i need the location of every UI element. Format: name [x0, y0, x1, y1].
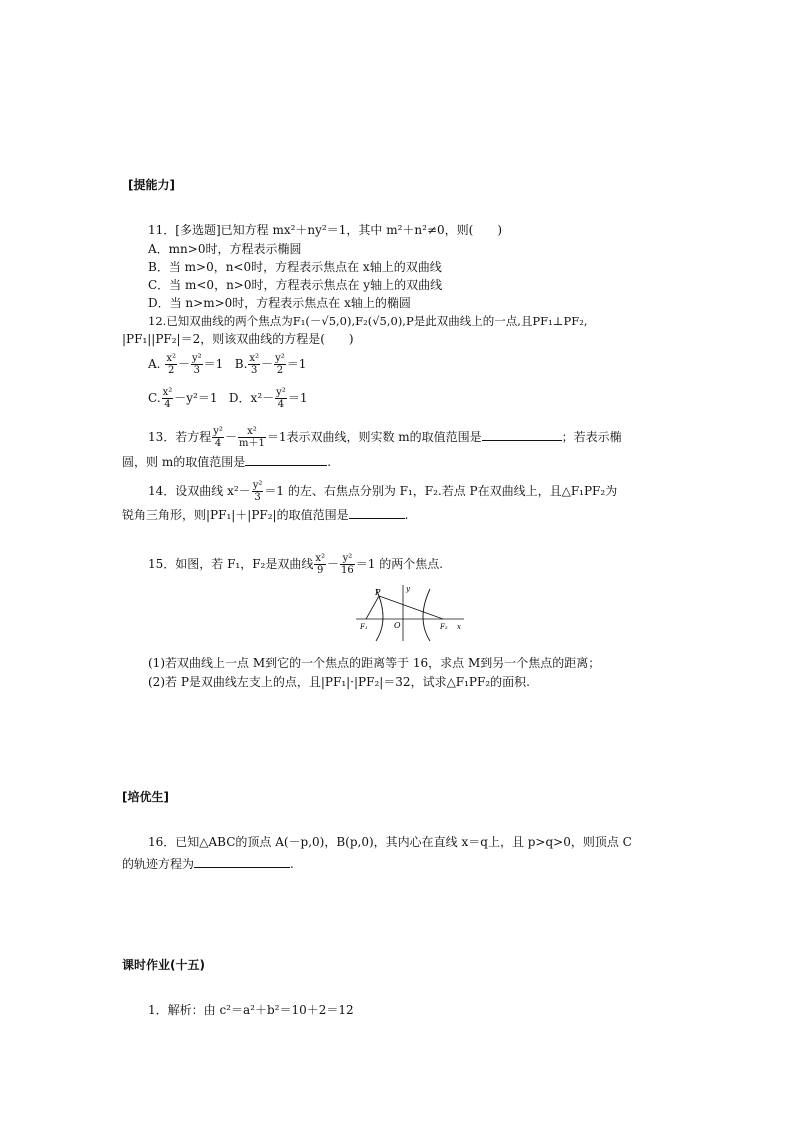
segment-pf2 [379, 596, 443, 619]
numerator: y² [276, 387, 286, 398]
q11-condition: m²＋n²≠0 [386, 223, 445, 237]
q16-line2 [122, 855, 294, 873]
numerator: x² [238, 426, 266, 438]
answer-blank[interactable] [194, 855, 290, 868]
q14-line2 [122, 506, 408, 524]
q13-b: ＝1表示双曲线，则实数 m的取值范围是 [266, 430, 482, 444]
q12-options-ab [148, 351, 306, 377]
q13-d: 圆，则 m的取值范围是 [122, 455, 246, 469]
denominator: 4 [164, 399, 171, 410]
q15-part1: (1)若双曲线上一点 M到它的一个焦点的距离等于 16，求点 M到另一个焦点的距离； [148, 656, 601, 670]
minus-sign: － [327, 557, 340, 571]
q14-stem [148, 478, 617, 504]
denominator: 3 [251, 365, 258, 376]
answer-blank[interactable] [245, 453, 327, 466]
q11-option-d: D．当 n>m>0时，方程表示焦点在 x轴上的椭圆 [148, 296, 411, 310]
numerator: x² [315, 553, 326, 564]
q13-stem [148, 424, 622, 450]
denominator: 3 [254, 492, 261, 503]
q14-c: 锐角三角形，则|PF₁|＋|PF₂|的取值范围是 [122, 508, 349, 522]
q14-x2: x²－ [227, 484, 251, 498]
section-heading-tineng: [提能力] [128, 178, 175, 192]
q11-stem-b: ，其中 [346, 223, 383, 237]
denominator: 4 [277, 399, 285, 410]
q12-option-d-label: D． [228, 391, 251, 405]
equals-one: ＝1 [203, 357, 224, 371]
denominator: 9 [317, 565, 324, 576]
answer-blank[interactable] [482, 428, 562, 441]
numerator: y² [213, 426, 223, 437]
minus-sign: － [261, 357, 274, 371]
hyperbola-figure [352, 583, 467, 643]
denominator: 3 [193, 365, 200, 376]
q13-a: 13．若方程 [148, 430, 212, 444]
answer-1: 1．解析：由 c²＝a²＋b²＝10＋2＝12 [148, 1003, 354, 1017]
q12-option-c-label: C. [148, 391, 161, 405]
q15-frac2 [340, 553, 355, 576]
q15-stem [148, 551, 443, 577]
q11-option-a: A．mn>0时，方程表示椭圆 [148, 242, 302, 256]
numerator: y² [191, 353, 202, 364]
q16-line2b: . [290, 857, 294, 871]
label-y: y [406, 585, 410, 593]
q11-equation: mx²＋ny²＝1 [272, 223, 347, 237]
q13-line2 [122, 453, 331, 471]
q12-d-lead: x²－ [250, 391, 275, 405]
denominator: 2 [167, 365, 175, 376]
q12-stem: 12.已知双曲线的两个焦点为F₁(－√5,0),F₂(√5,0),P是此双曲线上的一点,且PF₁⊥PF₂, [148, 314, 588, 328]
label-f1: F₁ [360, 623, 368, 631]
numerator: y² [340, 553, 355, 565]
q12-a-frac1 [165, 353, 177, 376]
denominator: 2 [276, 365, 284, 376]
denominator: 16 [341, 565, 354, 576]
denominator: m＋1 [238, 438, 265, 449]
label-x: x [457, 623, 461, 631]
q12-options-cd [148, 385, 307, 411]
q14-a: 14．设双曲线 [148, 484, 224, 498]
q12-a-frac2 [191, 353, 203, 376]
q13-e: . [327, 455, 332, 469]
q16-line2a: 的轨迹方程为 [122, 857, 195, 871]
equals-one: ＝1 [287, 391, 308, 405]
q12-condition: |PF₁||PF₂|＝2，则该双曲线的方程是( ) [122, 332, 354, 346]
numerator: x² [166, 353, 176, 364]
numerator: y² [252, 480, 263, 491]
label-o: O [394, 621, 401, 630]
q15-a: 15．如图，若 F₁，F₂是双曲线 [148, 557, 314, 571]
q16-line1: 16．已知△ABC的顶点 A(－p,0)，B(p,0)，其内心在直线 x＝q上，且 p>q>0，则顶点 C [148, 835, 632, 849]
q13-c: ；若表示椭 [561, 430, 622, 444]
homework-heading: 课时作业(十五) [122, 958, 205, 972]
q14-frac [252, 480, 264, 503]
q12-b-frac2 [274, 353, 286, 376]
q12-b-frac1 [248, 353, 260, 376]
q15-frac1 [314, 553, 326, 576]
q14-d: . [404, 508, 409, 522]
numerator: x² [162, 387, 173, 398]
right-branch [423, 589, 430, 641]
q12-c-rest: －y²＝1 [174, 391, 218, 405]
segment-pf1 [366, 596, 379, 619]
q12-d-frac [275, 387, 287, 410]
q13-frac1 [212, 426, 224, 449]
q14-b: ＝1 的左、右焦点分别为 F₁，F₂.若点 P在双曲线上，且△F₁PF₂为 [264, 484, 618, 498]
numerator: y² [275, 353, 285, 364]
q12-c-frac [162, 387, 174, 410]
q11-option-b: B．当 m>0，n<0时，方程表示焦点在 x轴上的双曲线 [148, 260, 442, 274]
label-f2: F₂ [440, 623, 448, 631]
q11-option-c: C．当 m<0，n>0时，方程表示焦点在 y轴上的双曲线 [148, 278, 443, 292]
numerator: x² [249, 353, 260, 364]
q11-stem-a: 11．[多选题]已知方程 [148, 223, 269, 237]
answer-blank[interactable] [349, 506, 405, 519]
minus-sign: － [177, 357, 190, 371]
q13-frac2 [238, 426, 266, 449]
q15-b: ＝1 的两个焦点. [355, 557, 444, 571]
minus-sign: － [224, 430, 237, 444]
section-heading-peiyou: [培优生] [122, 790, 169, 804]
equals-one: ＝1 [286, 357, 307, 371]
q15-part2: (2)若 P是双曲线左支上的点，且|PF₁|·|PF₂|＝32，试求△F₁PF₂的面积. [148, 675, 530, 689]
q11-stem [148, 221, 502, 239]
label-p: P [375, 588, 381, 597]
q12-option-b-label: B. [234, 357, 248, 371]
denominator: 4 [214, 438, 222, 449]
q11-stem-c: ，则( ) [444, 223, 503, 237]
q12-option-a-label: A. [148, 357, 161, 371]
